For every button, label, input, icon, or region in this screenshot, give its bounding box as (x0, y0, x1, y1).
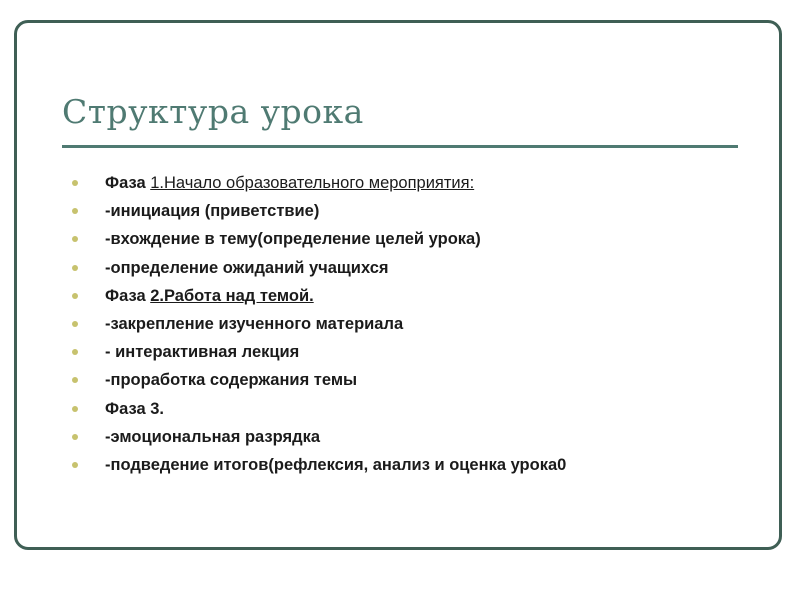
bullet-dot-icon (72, 208, 78, 214)
bullet-dot-icon (72, 293, 78, 299)
phase-2-heading: 2.Работа над темой. (150, 286, 314, 305)
phase-label: Фаза (105, 286, 151, 305)
list-item-text: -эмоциональная разрядка (105, 427, 320, 446)
phase-1-heading: 1.Начало образовательного мероприятия: (150, 174, 475, 192)
bullet-dot-icon (72, 377, 78, 383)
slide-title: Структура урока (62, 92, 364, 131)
bullet-dot-icon (72, 265, 78, 271)
list-item (70, 423, 566, 451)
list-item (70, 451, 566, 479)
bullet-dot-icon (72, 434, 78, 440)
phase-label: Фаза (105, 174, 151, 192)
list-item (70, 254, 566, 282)
bullet-dot-icon (72, 180, 78, 186)
list-item-text: -подведение итогов(рефлексия, анализ и оценка урока0 (105, 455, 567, 474)
list-item-phase-3 (70, 395, 566, 423)
list-item (70, 366, 566, 394)
bullet-dot-icon (72, 406, 78, 412)
bullet-dot-icon (72, 321, 78, 327)
bullet-dot-icon (72, 462, 78, 468)
list-item-text: -проработка содержания темы (105, 371, 358, 390)
list-item (70, 338, 566, 366)
list-item-text: -закрепление изученного материала (105, 314, 404, 333)
list-item-text: -вхождение в тему(определение целей урока) (105, 230, 481, 249)
phase-3-heading: Фаза 3. (105, 399, 164, 418)
list-item-text: -определение ожиданий учащихся (105, 258, 389, 277)
list-item-text: - интерактивная лекция (105, 343, 300, 362)
list-item (70, 197, 566, 225)
list-item-text: -инициация (приветствие) (105, 202, 320, 221)
list-item-phase-2 (70, 282, 566, 310)
list-item (70, 310, 566, 338)
list-item-phase-1 (70, 169, 566, 197)
title-underline (62, 145, 738, 148)
list-item (70, 225, 566, 253)
bullet-list (70, 169, 566, 479)
bullet-dot-icon (72, 349, 78, 355)
bullet-dot-icon (72, 236, 78, 242)
